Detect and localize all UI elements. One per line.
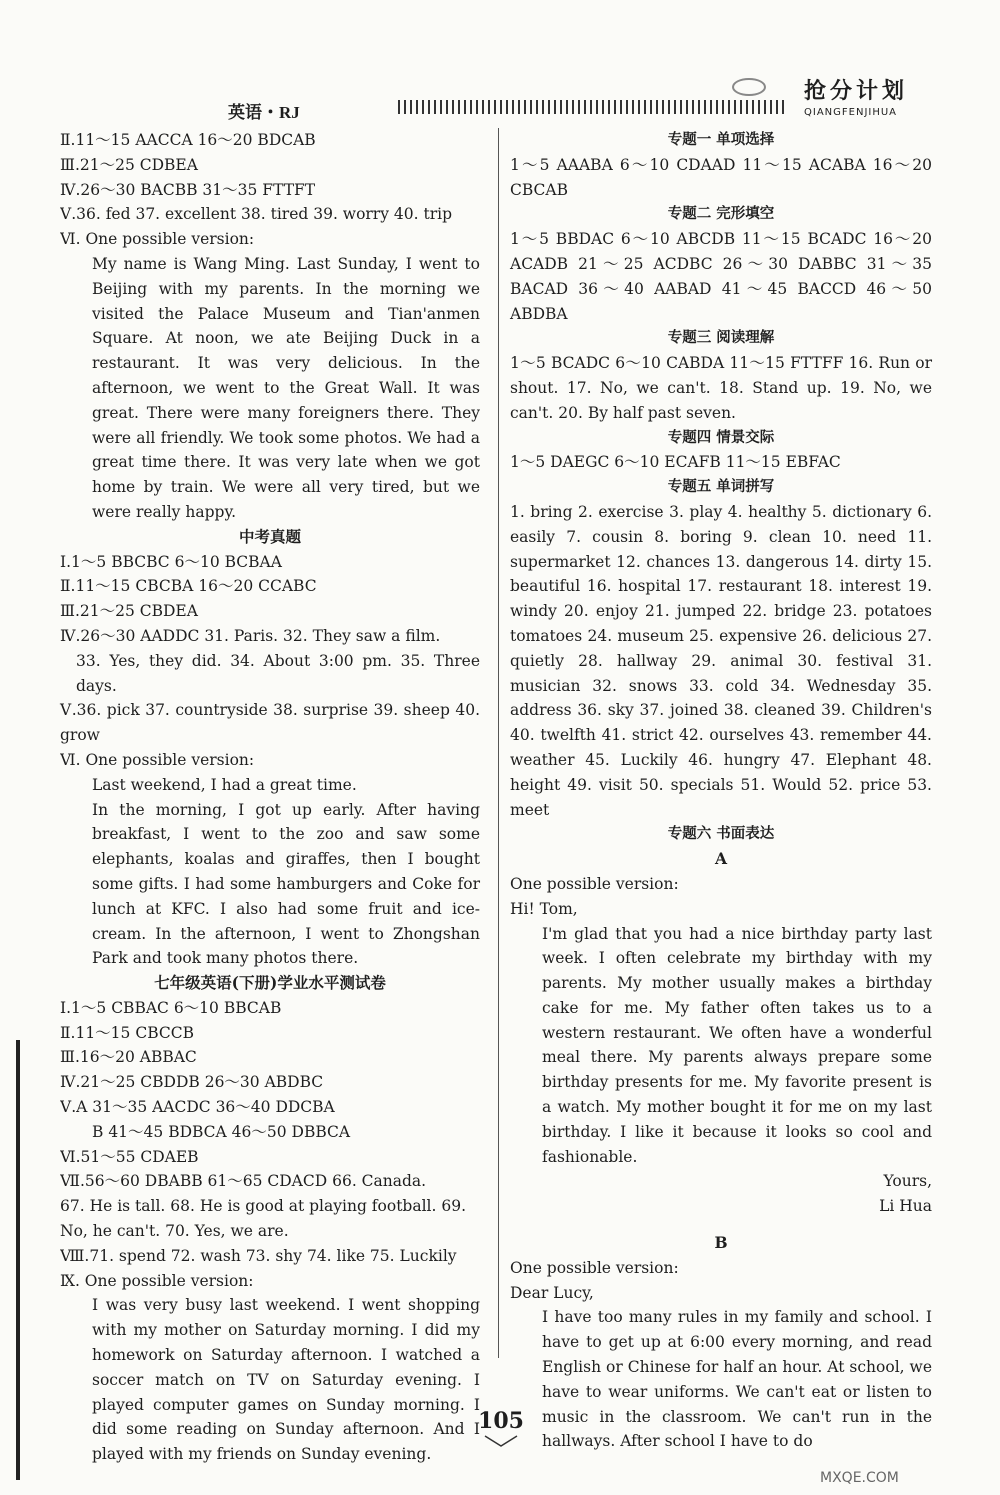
- version-label: One possible version:: [510, 874, 679, 893]
- topic-title: 专题二 完形填空: [667, 206, 775, 223]
- page-number-text: 105: [478, 1408, 524, 1434]
- part-label: B: [714, 1233, 728, 1253]
- answer-line: Ⅵ.51～55 CDAEB: [60, 1147, 199, 1166]
- topic-title: 专题一 单项选择: [667, 132, 775, 148]
- topic-title: 专题六 书面表达: [667, 826, 775, 843]
- answer-line: Ⅰ.1～5 BBCBC 6～10 BCBAA: [60, 552, 282, 571]
- answer-line: Ⅴ.36. fed 37. excellent 38. tired 39. worry 40. trip: [60, 205, 452, 224]
- greeting: Hi! Tom,: [510, 899, 578, 918]
- scan-edge: [16, 1040, 20, 1480]
- greeting: Dear Lucy,: [510, 1283, 594, 1302]
- essay-paragraph: In the morning, I got up early. After having breakfast, I went to the zoo and saw some elephants, koalas and giraffes, then I bought some gifts. I had some hamburgers and Coke for lunch at KFC. I also had some fruit and ice-cream. In the afternoon, I went to Zhongshan Park and took many photos there.: [92, 800, 480, 968]
- left-column: [60, 128, 480, 1467]
- essay-paragraph: I was very busy last weekend. I went shopping with my mother on Saturday morning. I did my homework on Saturday afternoon. I watched a soccer match on TV on Saturday evening. I played computer games on Sunday morning. I did some reading on Sunday afternoon. And I played with my friends on Sunday evening.: [92, 1296, 480, 1464]
- watermark-site: MXQE.COM: [820, 1470, 899, 1486]
- page-number: [456, 1408, 546, 1448]
- topic-answers: 1～5 AAABA 6～10 CDAAD 11～15 ACABA 16～20 CBCAB: [510, 155, 932, 199]
- closing: Yours,: [883, 1172, 932, 1191]
- answer-line: Ⅵ. One possible version:: [60, 750, 255, 769]
- section-title: 中考真题: [238, 526, 301, 546]
- answer-line: No, he can't. 70. Yes, we are.: [60, 1222, 289, 1241]
- version-label: One possible version:: [510, 1258, 679, 1277]
- answer-line: Ⅱ.11～15 AACCA 16～20 BDCAB: [60, 131, 316, 149]
- answer-line: Ⅱ.11～15 CBCBA 16～20 CCABC: [60, 577, 317, 596]
- answer-line: Ⅳ.26～30 AADDC 31. Paris. 32. They saw a film.: [60, 626, 441, 645]
- answer-line: Ⅸ. One possible version:: [60, 1271, 254, 1290]
- answer-line: Ⅲ.16～20 ABBAC: [60, 1048, 197, 1067]
- brand: [790, 74, 930, 118]
- brand-title: 抢分计划: [804, 79, 909, 104]
- part-label: A: [714, 849, 728, 869]
- section-title: 七年级英语(下册)学业水平测试卷: [154, 973, 386, 993]
- topic-title: 专题三 阅读理解: [667, 330, 775, 347]
- answer-line: Ⅳ.26～30 BACBB 31～35 FTTFT: [60, 180, 316, 199]
- topic-answers: 1～5 BBDAC 6～10 ABCDB 11～15 BCADC 16～20 ACADB 21～25 ACDBC 26～30 DABBC 31～35 BACAD 36～40 AABAD 41～45 BACCD 46～50 ABDBA: [510, 230, 932, 323]
- column-divider: [498, 128, 499, 1358]
- answer-line: Ⅲ.21～25 CBDEA: [60, 602, 198, 621]
- answer-line: Ⅴ.A 31～35 AACDC 36～40 DDCBA: [60, 1098, 335, 1117]
- answer-line: Ⅶ.56～60 DBABB 61～65 CDACD 66. Canada.: [60, 1172, 427, 1191]
- header-rule: [398, 100, 788, 114]
- answer-line: B 41～45 BDBCA 46～50 DBBCA: [92, 1122, 351, 1141]
- answer-line: Ⅷ.71. spend 72. wash 73. shy 74. like 75. Luckily: [60, 1246, 457, 1265]
- answer-line: 67. He is tall. 68. He is good at playing football. 69.: [60, 1197, 467, 1216]
- topic-answers: 1. bring 2. exercise 3. play 4. healthy 5. dictionary 6. easily 7. cousin 8. boring 9. clean 10. need 11. supermarket 12. chances 13. dangerous 14. dirty 15. beautiful 16. hospital 17. restaurant 18. interest 19. windy 20. enjoy 21. jumped 22. bridge 23. potatoes tomatoes 24. museum 25. expensive 26. delicious 27. quietly 28. hallway 29. animal 30. festival 31. musician 32. snows 33. cold 34. Wednesday 35. address 36. sky 37. joined 38. cleaned 39. Children's 40. twelfth 41. strict 42. ourselves 43. remember 44. weather 45. Luckily 46. hungry 47. Elephant 48. height 49. visit 50. specials 51. Would 52. price 53. meet: [510, 502, 932, 819]
- brand-logo-icon: [732, 78, 766, 96]
- answer-line: Ⅰ.1～5 CBBAC 6～10 BBCAB: [60, 998, 282, 1017]
- subject-label: 英语・RJ: [228, 103, 300, 122]
- topic-answers: 1～5 BCADC 6～10 CABDA 11～15 FTTFF 16. Run or shout. 17. No, we can't. 18. Stand up. 19. No, we can't. 20. By half past seven.: [510, 354, 932, 422]
- chevron-down-icon: [471, 1434, 531, 1448]
- answer-line: Ⅳ.21～25 CBDDB 26～30 ABDBC: [60, 1073, 324, 1092]
- topic-answers: 1～5 DAEGC 6～10 ECAFB 11～15 EBFAC: [510, 453, 841, 472]
- letter-body: I have too many rules in my family and school. I have to get up at 6:00 every morning, and read English or Chinese for half an hour. At school, we have to wear uniforms. We can't eat or listen to music in the classroom. We can't run in the hallways. After school I have to do: [542, 1308, 932, 1451]
- right-column: [510, 128, 932, 1454]
- essay-paragraph: My name is Wang Ming. Last Sunday, I went to Beijing with my parents. In the morning we visited the Palace Museum and Tian'anmen Square. At noon, we ate Beijing Duck in a restaurant. It was very delicious. In the afternoon, we went to the Great Wall. It was great. There were many foreigners there. They were all friendly. We took some photos. We had a great time there. It was very late when we got home by train. We were all very tired, but we were really happy.: [92, 254, 480, 521]
- answer-line: Ⅴ.36. pick 37. countryside 38. surprise 39. sheep 40. grow: [60, 701, 480, 745]
- answer-line: Last weekend, I had a great time.: [92, 775, 357, 794]
- letter-body: I'm glad that you had a nice birthday party last week. I often celebrate my birthday with my parents. My mother usually makes a birthday cake for me. My father often takes us to a western restaurant. We often have a wonderful meal there. My parents always prepare some birthday presents for me. My favorite present is a watch. My mother bought it for me on my last birthday. I like it because it looks so cool and fashionable.: [542, 924, 932, 1166]
- answer-line: Ⅵ. One possible version:: [60, 230, 255, 249]
- topic-title: 专题四 情景交际: [667, 429, 775, 446]
- answer-line: Ⅱ.11～15 CBCCB: [60, 1023, 194, 1042]
- signature: Li Hua: [879, 1197, 932, 1216]
- topic-title: 专题五 单词拼写: [667, 479, 775, 496]
- brand-pinyin: QIANGFENJIHUA: [804, 107, 898, 118]
- answer-line: 33. Yes, they did. 34. About 3:00 pm. 35. Three days.: [76, 651, 480, 695]
- answer-line: Ⅲ.21～25 CDBEA: [60, 155, 198, 174]
